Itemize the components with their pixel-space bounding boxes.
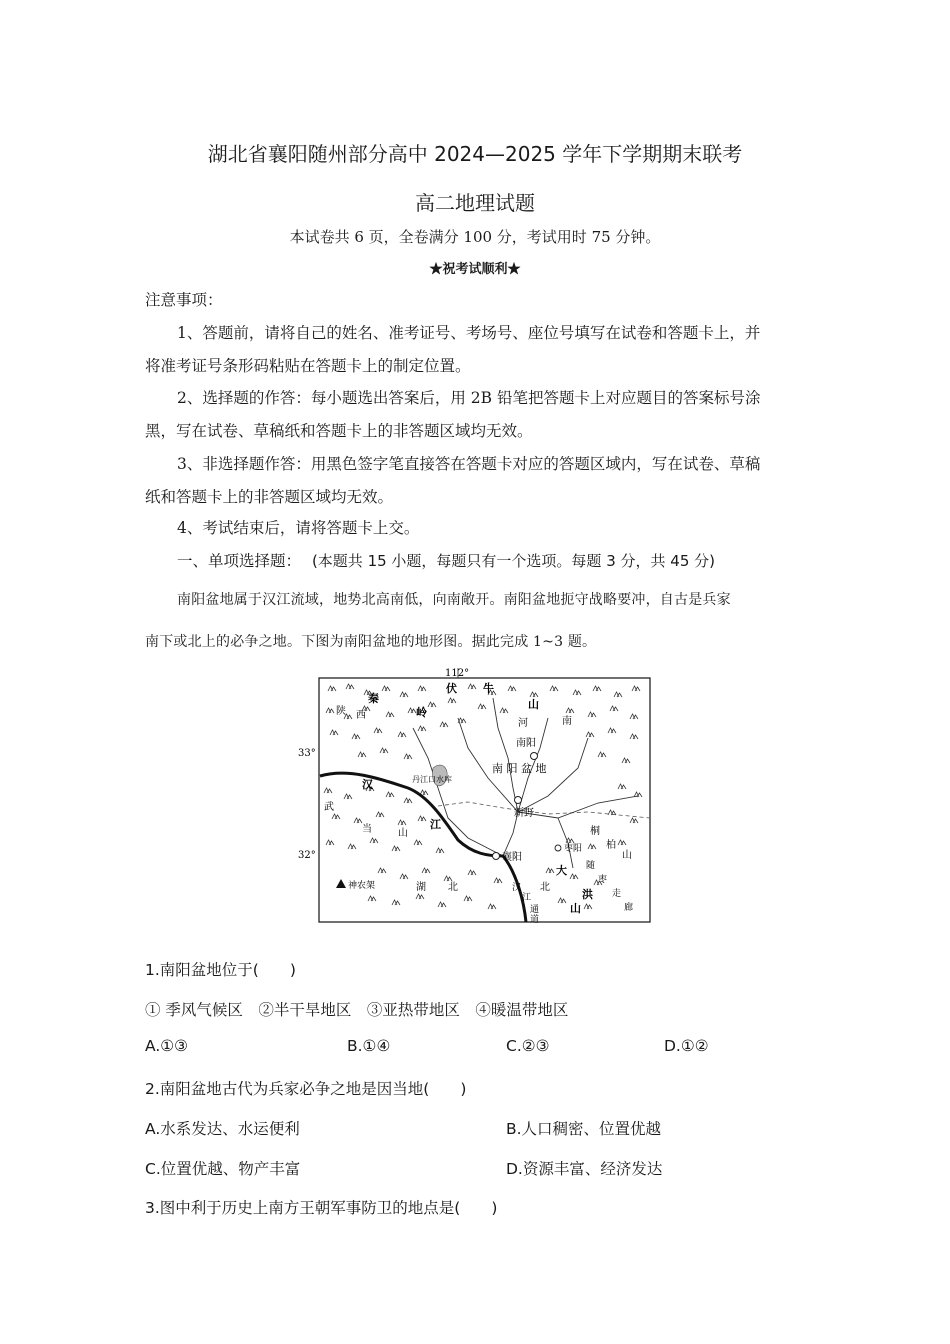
notice-item-2-line-2: 黑，写在试卷、草稿纸和答题卡上的非答题区域均无效。 [145, 422, 533, 440]
notice-item-2-line-1: 2、选择题的作答：每小题选出答案后，用 2B 铅笔把答题卡上对应题目的答案标号涂 [177, 389, 761, 407]
label-basin: 南 阳 盆 地 [492, 762, 547, 775]
label-tongbai-2: 柏 [606, 840, 616, 851]
label-shaanxi-2: 西 [356, 710, 366, 721]
label-wudang-2: 当 [362, 824, 372, 835]
label-funiu-2: 牛 [483, 682, 494, 695]
label-funiu-1: 伏 [446, 682, 457, 695]
label-reservoir: 丹江口水库 [412, 775, 452, 784]
exam-title: 湖北省襄阳随州部分高中 2024—2025 学年下学期期末联考 [207, 142, 743, 166]
q1-option-b[interactable]: B.①④ [347, 1037, 391, 1055]
label-wudang-3: 山 [398, 828, 408, 839]
q2-option-b[interactable]: B.人口稠密、位置优越 [506, 1120, 662, 1138]
label-hanjiang-passage-3: 通 [530, 905, 540, 915]
label-han-1: 汉 [362, 778, 373, 791]
notice-item-1-line-2: 将准考证号条形码粘贴在答题卡上的制定位置。 [145, 357, 471, 375]
label-xiangyang: 襄阳 [502, 852, 522, 863]
label-hubei-3: 北 [540, 882, 550, 893]
label-shennongjia: 神农架 [348, 881, 376, 891]
q2-option-a[interactable]: A.水系发达、水运便利 [145, 1120, 300, 1138]
label-nanyang: 南阳 [516, 738, 536, 749]
zaoyang-city-marker [555, 845, 561, 851]
label-henan-1: 河 [518, 718, 528, 729]
q2-option-d[interactable]: D.资源丰富、经济发达 [506, 1160, 663, 1178]
label-hubei-2: 北 [448, 882, 458, 893]
q3-stem: 3.图中利于历史上南方王朝军事防卫的地点是( ) [145, 1199, 498, 1217]
label-tongbai-1: 桐 [590, 826, 600, 837]
xinye-city-marker [515, 797, 522, 804]
passage-line-1: 南阳盆地属于汉江流域，地势北高南低，向南敞开。南阳盆地扼守战略要冲，自古是兵家 [177, 592, 731, 608]
label-henan-2: 南 [562, 716, 572, 727]
notice-item-4: 4、考试结束后，请将答题卡上交。 [177, 519, 420, 537]
label-hanjiang-passage-2: 江 [522, 893, 532, 903]
label-wudang-1: 武 [324, 802, 334, 813]
label-corridor-1: 随 [586, 861, 596, 871]
exam-subject: 高二地理试题 [415, 191, 535, 215]
lat-32-label: 32° [298, 850, 316, 861]
q1-option-c[interactable]: C.②③ [506, 1037, 550, 1055]
section-rule: (本题共 15 小题，每题只有一个选项。每题 3 分，共 45 分) [311, 552, 715, 570]
nanyang-basin-map [298, 668, 652, 925]
label-dahong-2: 洪 [582, 888, 593, 901]
label-xinye: 新野 [514, 808, 534, 819]
lat-33-label: 33° [298, 748, 316, 759]
label-hanjiang-passage-1: 汉 [512, 883, 522, 893]
q2-option-c[interactable]: C.位置优越、物产丰富 [145, 1160, 301, 1178]
notice-item-3-line-1: 3、非选择题作答：用黑色签字笔直接答在答题卡对应的答题区域内，写在试卷、草稿 [177, 455, 761, 473]
notice-item-3-line-2: 纸和答题卡上的非答题区域均无效。 [145, 488, 394, 506]
q2-stem: 2.南阳盆地古代为兵家必争之地是因当地( ) [145, 1080, 467, 1098]
q1-statements: ① 季风气候区 ②半干旱地区 ③亚热带地区 ④暖温带地区 [145, 1001, 569, 1019]
label-corridor-4: 廊 [624, 903, 634, 913]
label-corridor-2: 枣 [598, 875, 608, 885]
label-qinling-1: 秦 [368, 692, 379, 705]
label-han-2: 江 [430, 818, 441, 831]
blessing: ★祝考试顺利★ [429, 262, 521, 277]
label-shaanxi-1: 陕 [336, 706, 346, 717]
label-funiu-3: 山 [528, 698, 539, 711]
section-heading [177, 549, 715, 571]
lon-label: 112° [445, 668, 470, 679]
q1-option-a[interactable]: A.①③ [145, 1037, 189, 1055]
label-dahong-1: 大 [556, 864, 567, 877]
exam-info: 本试卷共 6 页，全卷满分 100 分，考试用时 75 分钟。 [289, 228, 661, 246]
q1-option-d[interactable]: D.①② [664, 1037, 709, 1055]
nanyang-city-marker [531, 753, 538, 760]
label-zaoyang: 枣阳 [564, 844, 583, 854]
passage-line-2: 南下或北上的必争之地。下图为南阳盆地的地形图。据此完成 1~3 题。 [145, 634, 597, 650]
label-hubei-1: 湖 [416, 882, 426, 893]
label-corridor-3: 走 [612, 889, 622, 899]
label-qinling-2: 岭 [416, 706, 427, 719]
notice-heading: 注意事项： [145, 291, 223, 309]
section-label: 一、单项选择题： [177, 552, 302, 570]
label-hanjiang-passage-4: 道 [530, 915, 540, 925]
notice-item-1-line-1: 1、答题前，请将自己的姓名、准考证号、考场号、座位号填写在试卷和答题卡上，并 [177, 324, 761, 342]
xiangyang-city-marker [493, 853, 500, 860]
label-tongbai-3: 山 [622, 850, 632, 861]
q1-stem: 1.南阳盆地位于( ) [145, 961, 296, 979]
label-dahong-3: 山 [570, 902, 581, 915]
